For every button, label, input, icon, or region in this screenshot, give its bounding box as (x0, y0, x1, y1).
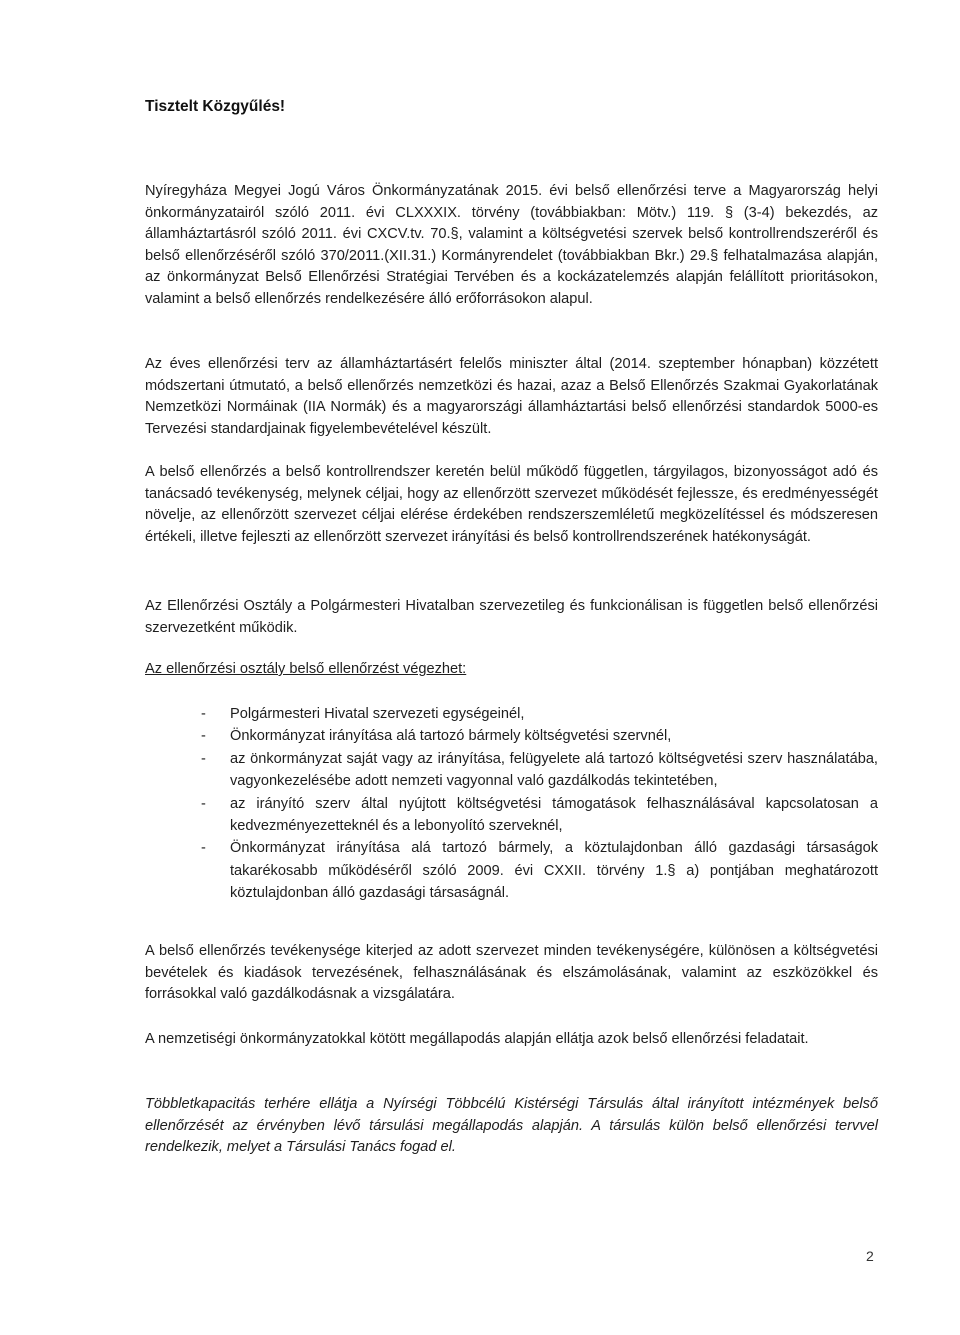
paragraph-legal-basis: Nyíregyháza Megyei Jogú Város Önkormányzatának 2015. évi belső ellenőrzési terve a Magyarország helyi önkormányzatairól szóló 2011. évi CLXXXIX. törvény (továbbiakban: Mötv.) 119. § (3-4) bekezdés, az államháztartásról szóló 2011. évi CXCV.tv. 70.§, valamint a költségvetési szervek belső kontrollrendszeréről és belső ellenőrzéséről szóló 370/2011.(XII.31.) Kormányrendelet (továbbiakban Bkr.) 29.§ felhatalmazása alapján, az önkormányzat Belső Ellenőrzési Stratégiai Tervében és a kockázatelemzés alapján felállított prioritásokon, valamint a belső ellenőrzés rendelkezésére álló erőforrásokon alapul. (145, 183, 878, 307)
list-item (145, 793, 878, 838)
list-dash: - (201, 840, 206, 857)
audit-scope-heading: Az ellenőrzési osztály belső ellenőrzést végezhet: (145, 661, 467, 677)
list-item-text: Önkormányzat irányítása alá tartozó bármely költségvetési szervnél, (230, 728, 672, 745)
list-item-text: az önkormányzat saját vagy az irányítása, felügyelete alá tartozó költségvetési szerv használatába, vagyonkezelésébe adott nemzeti vagyonnal való gazdálkodás tekintetében, (230, 750, 878, 790)
list-item (145, 748, 878, 793)
paragraph-annual-plan: Az éves ellenőrzési terv az államháztartásért felelős miniszter által (2014. szeptember hónapban) közzétett módszertani útmutató, a belső ellenőrzés nemzetközi és hazai, azaz a Belső Ellenőrzés Szakmai Gyakorlatának Nemzetközi Normáinak (IIA Normák) és a magyarországi államháztartási belső ellenőrzési standardok 5000-es Tervezési standardjainak figyelembevételével készült. (145, 356, 878, 437)
list-dash: - (201, 728, 206, 745)
list-dash: - (201, 795, 206, 812)
list-item-text: az irányító szerv által nyújtott költségvetési támogatások felhasználásával kapcsolatosan a kedvezményezetteknél és a lebonyolító szerveknél, (230, 795, 878, 835)
list-dash: - (201, 750, 206, 767)
paragraph-audit-department: Az Ellenőrzési Osztály a Polgármesteri Hivatalban szervezetileg és funkcionálisan is független belső ellenőrzési szervezetként működik. (145, 598, 878, 636)
greeting-heading: Tisztelt Közgyűlés! (145, 98, 286, 115)
page-number: 2 (866, 1248, 874, 1264)
paragraph-minority-agreements: A nemzetiségi önkormányzatokkal kötött megállapodás alapján ellátja azok belső ellenőrzési feladatait. (145, 1031, 809, 1047)
paragraph-internal-audit-definition: A belső ellenőrzés a belső kontrollrendszer keretén belül működő független, tárgyilagos, bizonyosságot adó és tanácsadó tevékenység, melynek céljai, hogy az ellenőrzött szervezet működését fejlessze, és eredményességét növelje, az ellenőrzött szervezet céljai elérése érdekében rendszerszemléletű megközelítéssel és módszeresen értékeli, illetve fejleszti az ellenőrzött szervezet irányítási és belső kontrollrendszerének hatékonyságát. (145, 464, 878, 545)
list-item-text: Polgármesteri Hivatal szervezeti egységeinél, (230, 706, 525, 722)
paragraph-audit-coverage: A belső ellenőrzés tevékenysége kiterjed az adott szervezet minden tevékenységére, különösen a költségvetési bevételek és kiadások tervezésének, felhasználásának és elszámolásának, valamint az eszközökkel és forrásokkal való gazdálkodásnak a vizsgálatára. (145, 943, 878, 1003)
list-dash: - (201, 706, 206, 722)
audit-scope-list (145, 703, 878, 905)
list-item (145, 703, 878, 725)
list-item (145, 837, 878, 904)
paragraph-association-audit: Többletkapacitás terhére ellátja a Nyírségi Többcélú Kistérségi Társulás által irányított intézmények belső ellenőrzését az érvényben lévő társulási megállapodás alapján. A társulás külön belső ellenőrzési tervvel rendelkezik, melyet a Társulási Tanács fogad el. (145, 1096, 878, 1156)
list-item (145, 725, 878, 747)
list-item-text: Önkormányzat irányítása alá tartozó bármely, a köztulajdonban álló gazdasági társaságok takarékosabb működéséről szóló 2009. évi CXXII. törvény 1.§ a) pontjában meghatározott köztulajdonban álló gazdasági társaságnál. (230, 840, 878, 902)
